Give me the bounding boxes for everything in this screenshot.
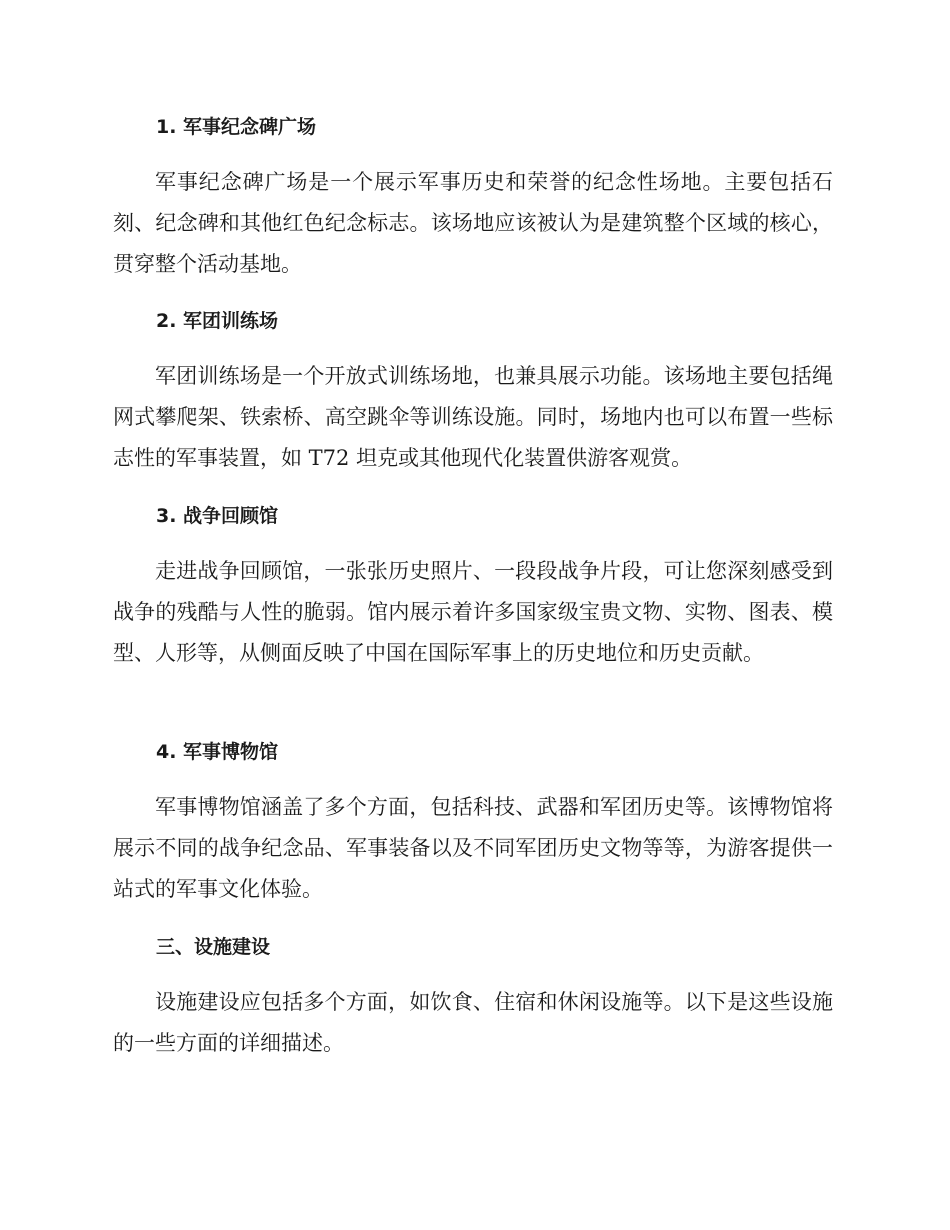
- section-body-military-museum: 军事博物馆涵盖了多个方面，包括科技、武器和军团历史等。该博物馆将展示不同的战争纪念品、军事装备以及不同军团历史文物等等，为游客提供一站式的军事文化体验。: [113, 795, 833, 901]
- section-heading-memorial-square: 1. 军事纪念碑广场: [156, 116, 317, 138]
- section-heading-war-review-hall: 3. 战争回顾馆: [156, 505, 279, 527]
- section-body-war-review-hall: 走进战争回顾馆，一张张历史照片、一段段战争片段，可让您深刻感受到战争的残酷与人性的脆弱。馆内展示着许多国家级宝贵文物、实物、图表、模型、人形等，从侧面反映了中国在国际军事上的历史地位和历史贡献。: [113, 559, 833, 665]
- section-body-facility-construction: 设施建设应包括多个方面，如饮食、住宿和休闲设施等。以下是这些设施的一些方面的详细描述。: [113, 990, 833, 1055]
- section-body-training-ground: 军团训练场是一个开放式训练场地，也兼具展示功能。该场地主要包括绳网式攀爬架、铁索桥、高空跳伞等训练设施。同时，场地内也可以布置一些标志性的军事装置，如 T72 坦克或其他现代化装置供游客观赏。: [113, 364, 833, 470]
- section-heading-facility-construction: 三、设施建设: [156, 936, 271, 958]
- section-heading-military-museum: 4. 军事博物馆: [156, 741, 279, 763]
- section-heading-training-ground: 2. 军团训练场: [156, 310, 279, 332]
- section-body-memorial-square: 军事纪念碑广场是一个展示军事历史和荣誉的纪念性场地。主要包括石刻、纪念碑和其他红色纪念标志。该场地应该被认为是建筑整个区域的核心，贯穿整个活动基地。: [113, 170, 833, 276]
